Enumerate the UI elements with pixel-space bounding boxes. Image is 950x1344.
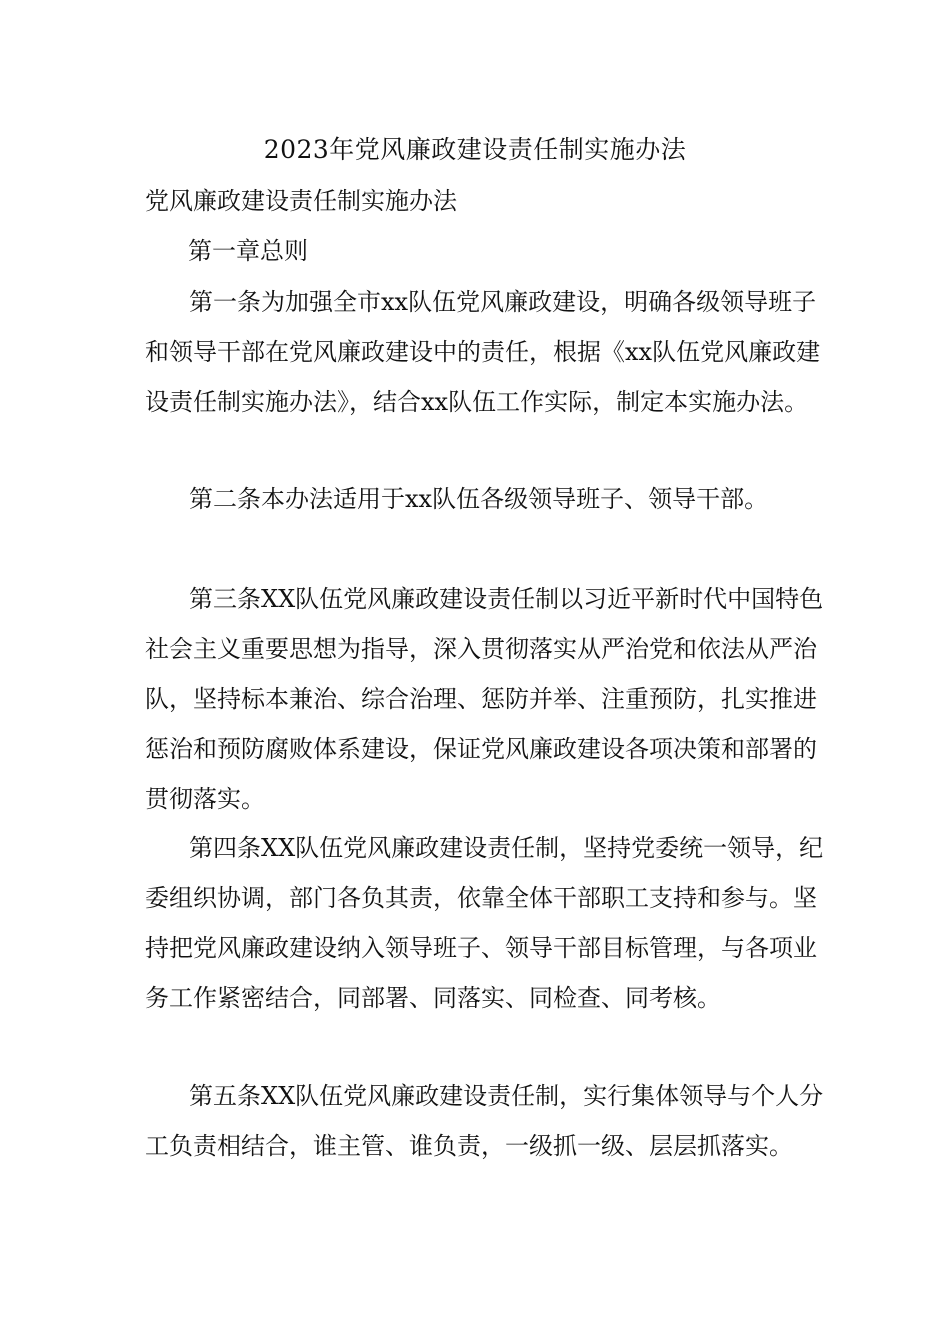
article-4: 第四条XX队伍党风廉政建设责任制，坚持党委统一领导，纪委组织协调，部门各负其责，依靠全体干部职工支持和参与。坚持把党风廉政建设纳入领导班子、领导干部目标管理，与各项业务工作紧密结合，同部署、同落实、同检查、同考核。 xyxy=(145,834,824,1012)
article-1: 第一条为加强全市xx队伍党风廉政建设，明确各级领导班子和领导干部在党风廉政建设中的责任，根据《xx队伍党风廉政建设责任制实施办法》，结合xx队伍工作实际，制定本实施办法。 xyxy=(145,288,821,416)
chapter-heading: 第一章总则 xyxy=(188,237,308,265)
article-2: 第二条本办法适用于xx队伍各级领导班子、领导干部。 xyxy=(189,485,769,513)
document-subtitle: 党风廉政建设责任制实施办法 xyxy=(145,187,457,215)
article-3: 第三条XX队伍党风廉政建设责任制以习近平新时代中国特色社会主义重要思想为指导，深入贯彻落实从严治党和依法从严治队，坚持标本兼治、综合治理、惩防并举、注重预防，扎实推进惩治和预防腐败体系建设，保证党风廉政建设各项决策和部署的贯彻落实。 xyxy=(145,585,824,813)
document-title: 2023年党风廉政建设责任制实施办法 xyxy=(263,135,687,164)
article-5: 第五条XX队伍党风廉政建设责任制，实行集体领导与个人分工负责相结合，谁主管、谁负责，一级抓一级、层层抓落实。 xyxy=(145,1082,824,1160)
